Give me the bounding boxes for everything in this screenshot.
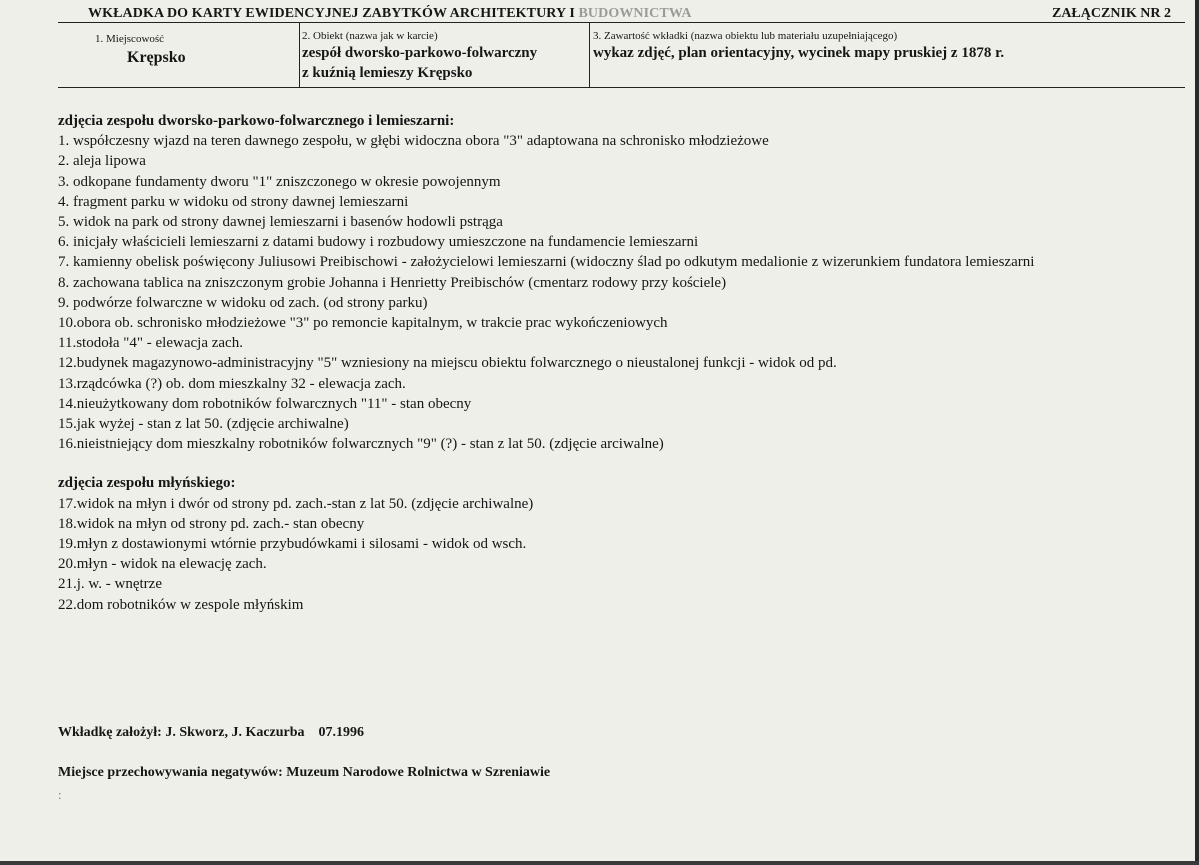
list-item: 9. podwórze folwarczne w widoku od zach. (od strony parku) <box>58 294 428 311</box>
list-item: 13.rządcówka (?) ob. dom mieszkalny 32 - elewacja zach. <box>58 375 406 392</box>
title-main: WKŁADKA DO KARTY EWIDENCYJNEJ ZABYTKÓW ARCHITEKTURY I <box>88 6 579 21</box>
list-item: 10.obora ob. schronisko młodzieżowe "3" po remoncie kapitalnym, w trakcie prac wykończeniowych <box>58 315 668 332</box>
section1-heading: zdjęcia zespołu dworsko-parkowo-folwarcznego i lemieszarni: <box>58 113 455 129</box>
box-divider-2 <box>589 22 590 87</box>
locality-value: Krępsko <box>127 49 186 66</box>
header <box>58 4 1183 22</box>
header-rule-top <box>58 22 1185 23</box>
scan-mark: : <box>58 787 62 802</box>
list-item: 5. widok na park od strony dawnej lemieszarni i basenów hodowli pstrąga <box>58 214 503 231</box>
list-item: 12.budynek magazynowo-administracyjny "5" wzniesiony na miejscu obiektu folwarcznego o nieustalonej funkcji - widok od pd. <box>58 355 837 372</box>
list-item: 1. współczesny wjazd na teren dawnego zespołu, w głębi widoczna obora "3" adaptowana na schronisko młodzieżowe <box>58 133 769 150</box>
document-title <box>88 6 692 22</box>
list-item: 21.j. w. - wnętrze <box>58 576 162 593</box>
title-faded: BUDOWNICTWA <box>578 6 692 21</box>
scan-edge-bottom <box>0 861 1199 865</box>
list-item: 18.widok na młyn od strony pd. zach.- stan obecny <box>58 515 365 532</box>
header-rule-bottom <box>58 87 1185 88</box>
section-gap <box>58 454 1168 473</box>
list-item: 7. kamienny obelisk poświęcony Juliusowi Preibischowi - założycielowi lemieszarni (widoczny ślad po odkutym medalionie z wizerunkiem fundatora lemieszarni <box>58 254 1035 271</box>
list-item: 16.nieistniejący dom mieszkalny robotników folwarcznych "9" (?) - stan z lat 50. (zdjęcie arciwalne) <box>58 436 664 453</box>
list-item: 4. fragment parku w widoku od strony dawnej lemieszarni <box>58 193 409 210</box>
list-item: 14.nieużytkowany dom robotników folwarcznych "11" - stan obecny <box>58 395 472 412</box>
list-item: 2. aleja lipowa <box>58 153 146 170</box>
box-divider-1 <box>299 22 300 87</box>
box3-label: 3. Zawartość wkładki (nazwa obiektu lub materiału uzupełniającego) <box>593 30 898 42</box>
list-item: 22.dom robotników w zespole młyńskim <box>58 596 304 613</box>
list-item: 19.młyn z dostawionymi wtórnie przybudówkami i silosami - widok od wsch. <box>58 536 527 553</box>
photo-list <box>58 111 1168 615</box>
section2-heading: zdjęcia zespołu młyńskiego: <box>58 475 236 492</box>
contents-value: wykaz zdjęć, plan orientacyjny, wycinek mapy pruskiej z 1878 r. <box>593 45 1005 61</box>
object-value-line2: z kuźnią lemieszy Krępsko <box>302 65 473 81</box>
section2-items <box>58 494 1168 615</box>
negatives-storage-line: Miejsce przechowywania negatywów: Muzeum Narodowe Rolnictwa w Szreniawie <box>58 765 551 780</box>
list-item: 15.jak wyżej - stan z lat 50. (zdjęcie archiwalne) <box>58 416 349 433</box>
list-item: 17.widok na młyn i dwór od strony pd. zach.-stan z lat 50. (zdjęcie archiwalne) <box>58 495 534 512</box>
annex-label: ZAŁĄCZNIK NR 2 <box>1051 6 1171 21</box>
box1-label: 1. Miejscowość <box>95 33 165 45</box>
list-item: 6. inicjały właścicieli lemieszarni z datami budowy i rozbudowy umieszczone na fundamencie lemieszarni <box>58 234 699 251</box>
list-item: 3. odkopane fundamenty dworu "1" zniszczonego w okresie powojennym <box>58 173 501 190</box>
box2-label: 2. Obiekt (nazwa jak w karcie) <box>302 30 438 42</box>
section1-items <box>58 131 1168 454</box>
scan-edge-right <box>1195 0 1199 865</box>
founder-line: Wkładkę założył: J. Skworz, J. Kaczurba 07.1996 <box>58 725 365 740</box>
object-value-line1: zespół dworsko-parkowo-folwarczny <box>302 45 538 61</box>
list-item: 8. zachowana tablica na zniszczonym grobie Johanna i Henrietty Preibischów (cmentarz rodowy przy kościele) <box>58 274 727 291</box>
list-item: 11.stodoła "4" - elewacja zach. <box>58 335 243 352</box>
list-item: 20.młyn - widok na elewację zach. <box>58 556 267 573</box>
